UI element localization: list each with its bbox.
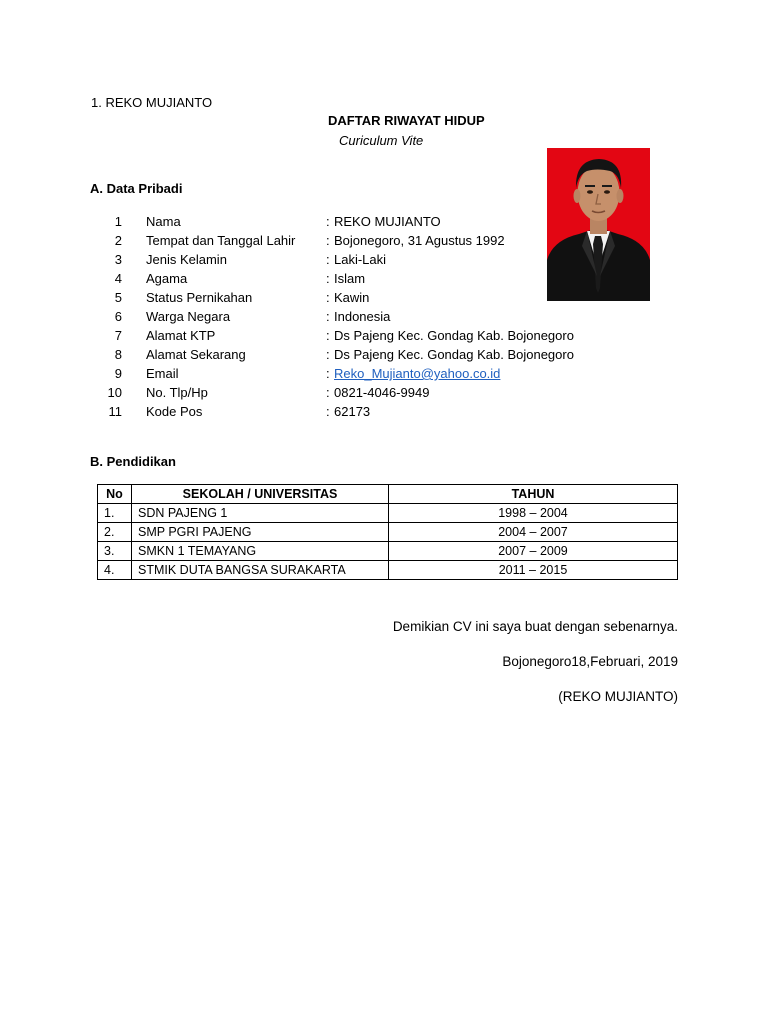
cell-school: SDN PAJENG 1 [132,504,389,523]
field-value: Ds Pajeng Kec. Gondag Kab. Bojonegoro [334,347,574,362]
field-colon: : [326,404,330,419]
column-header-no: No [98,485,132,504]
table-row [98,504,678,523]
field-label: Tempat dan Tanggal Lahir [146,233,296,248]
field-colon: : [326,328,330,343]
cell-year: 2011 – 2015 [389,561,678,580]
column-header-school: SEKOLAH / UNIVERSITAS [132,485,389,504]
row-number: 9 [114,366,122,381]
field-label: Alamat Sekarang [146,347,246,362]
field-colon: : [326,290,330,305]
field-colon: : [326,347,330,362]
row-number: 1 [114,214,122,229]
field-value: Ds Pajeng Kec. Gondag Kab. Bojonegoro [334,328,574,343]
row-number: 8 [114,347,122,362]
field-label: Alamat KTP [146,328,216,343]
field-label: Kode Pos [146,404,203,419]
signature-name: (REKO MUJIANTO) [558,689,678,704]
field-label: Email [146,366,179,381]
section-a-heading: A. Data Pribadi [90,181,183,196]
field-label: Warga Negara [146,309,231,324]
table-row [98,542,678,561]
cell-school: SMP PGRI PAJENG [132,523,389,542]
row-number: 6 [114,309,122,324]
field-value: 0821-4046-9949 [334,385,430,400]
field-value: Kawin [334,290,370,305]
row-number: 11 [108,404,122,419]
row-number: 2 [114,233,122,248]
field-label: Jenis Kelamin [146,252,227,267]
row-number: 5 [114,290,122,305]
cell-school: STMIK DUTA BANGSA SURAKARTA [132,561,389,580]
field-value: Islam [334,271,366,286]
field-label: Status Pernikahan [146,290,253,305]
row-number: 7 [114,328,122,343]
document-subtitle: Curiculum Vite [339,133,424,148]
email-link[interactable]: Reko_Mujianto@yahoo.co.id [334,366,501,381]
document-title: DAFTAR RIWAYAT HIDUP [328,113,485,128]
place-date: Bojonegoro18,Februari, 2019 [502,654,678,669]
field-colon: : [326,366,330,381]
field-colon: : [326,309,330,324]
field-value: 62173 [334,404,371,419]
education-table [97,484,678,580]
field-label: Agama [146,271,188,286]
field-colon: : [326,214,330,229]
row-number: 10 [107,385,122,400]
cell-no: 4. [98,561,132,580]
field-label: No. Tlp/Hp [146,385,208,400]
table-header-row [98,485,678,504]
name-heading: 1. REKO MUJIANTO [91,95,213,110]
field-colon: : [326,385,330,400]
field-value: Bojonegoro, 31 Agustus 1992 [334,233,505,248]
cell-year: 1998 – 2004 [389,504,678,523]
cell-year: 2007 – 2009 [389,542,678,561]
field-colon: : [326,271,330,286]
field-value: Indonesia [334,309,391,324]
cell-no: 2. [98,523,132,542]
cell-no: 3. [98,542,132,561]
field-colon: : [326,252,330,267]
cell-no: 1. [98,504,132,523]
section-b-heading: B. Pendidikan [90,454,176,469]
closing-statement: Demikian CV ini saya buat dengan sebenarnya. [392,619,678,634]
table-row [98,561,678,580]
row-number: 4 [114,271,122,286]
field-colon: : [326,233,330,248]
field-value: REKO MUJIANTO [334,214,441,229]
field-value: Laki-Laki [334,252,387,267]
cell-year: 2004 – 2007 [389,523,678,542]
row-number: 3 [114,252,122,267]
field-label: Nama [146,214,181,229]
person-portrait-icon [547,148,650,301]
column-header-year: TAHUN [389,485,678,504]
profile-photo [547,148,650,301]
table-row [98,523,678,542]
cell-school: SMKN 1 TEMAYANG [132,542,389,561]
